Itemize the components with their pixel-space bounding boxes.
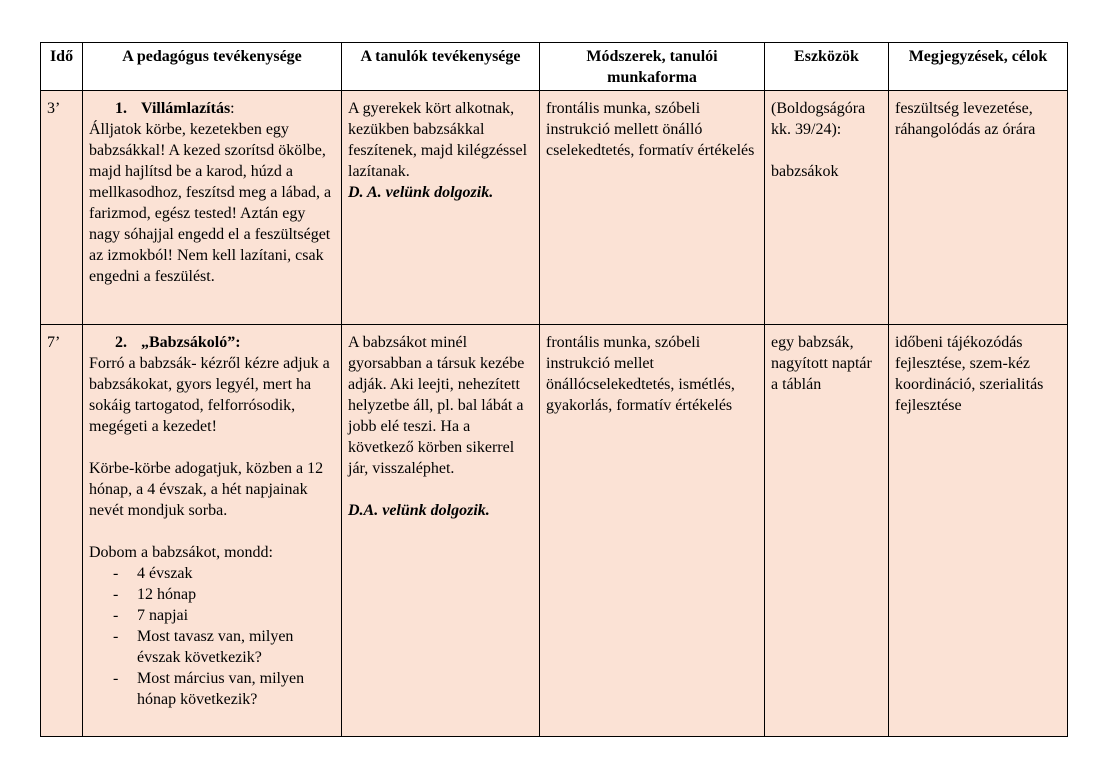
header-teacher: A pedagógus tevékenysége	[83, 43, 342, 91]
row1-students-note: D. A. velünk dolgozik.	[348, 184, 494, 201]
row2-students-text: A babzsákot minél gyorsabban a társuk kezébe adják. Aki leejti, nehezített helyzetbe áll, pl. bal lábát a jobb elé teszi. Ha a következő körben sikerrel jár, visszaléphet.	[348, 334, 525, 477]
header-notes: Megjegyzések, célok	[889, 43, 1068, 91]
row2-notes: időbeni tájékozódás fejlesztése, szem-kéz koordináció, szerialitás fejlesztése	[889, 325, 1068, 737]
row1-time: 3’	[41, 91, 83, 325]
row1-tools-item: babzsákok	[771, 163, 839, 180]
table-row	[41, 91, 1068, 325]
row1-students	[342, 91, 540, 325]
row1-methods: frontális munka, szóbeli instrukció mellett önálló cselekedtetés, formatív értékelés	[540, 91, 765, 325]
row1-title-colon: :	[230, 100, 235, 117]
row1-title: Villámlazítás	[141, 100, 231, 117]
row2-number: 2.	[115, 334, 127, 351]
row1-tools	[765, 91, 889, 325]
row2-methods: frontális munka, szóbeli instrukció mellet önállócselekedtetés, ismétlés, gyakorlás, formatív értékelés	[540, 325, 765, 737]
header-methods: Módszerek, tanulói munkaforma	[540, 43, 765, 91]
list-item: - 4 évszak	[89, 563, 335, 584]
row2-activity-title	[89, 332, 335, 353]
list-item: - Most tavasz van, milyen évszak következik?	[89, 626, 335, 668]
row2-teacher-p2: Körbe-körbe adogatjuk, közben a 12 hónap, a 4 évszak, a hét napjainak nevét mondjuk sorba.	[89, 460, 324, 519]
row1-teacher	[83, 91, 342, 325]
row2-students	[342, 325, 540, 737]
row2-students-note: D.A. velünk dolgozik.	[348, 502, 490, 519]
header-tools: Eszközök	[765, 43, 889, 91]
table-row	[41, 325, 1068, 737]
row1-teacher-text: Álljatok körbe, kezetekben egy babzsákkal! A kezed szorítsd ökölbe, majd hajlítsd be a karod, húzd a mellkasodhoz, feszítsd meg a lábad, a farizmod, egész tested! Aztán egy nagy sóhajjal engedd el a feszültséget az izmokból! Nem kell lazítani, csak engedni a feszülést.	[89, 121, 332, 285]
list-item: - 12 hónap	[89, 584, 335, 605]
row1-students-text: A gyerekek kört alkotnak, kezükben babzsákkal feszítenek, majd kilégzéssel lazítanak.	[348, 100, 528, 180]
row2-teacher-p3: Dobom a babzsákot, mondd:	[89, 544, 273, 561]
row1-activity-title	[89, 98, 335, 119]
row1-tools-ref: (Boldogságóra kk. 39/24):	[771, 100, 866, 138]
row2-title-colon: :	[235, 334, 241, 351]
header-row	[41, 43, 1068, 91]
list-item: - Most március van, milyen hónap következik?	[89, 668, 335, 710]
row1-notes: feszültség levezetése, ráhangolódás az órára	[889, 91, 1068, 325]
header-time: Idő	[41, 43, 83, 91]
lesson-plan-table	[40, 42, 1068, 737]
list-item: - 7 napjai	[89, 605, 335, 626]
row2-teacher	[83, 325, 342, 737]
row2-time: 7’	[41, 325, 83, 737]
row2-teacher-p1: Forró a babzsák- kézről kézre adjuk a babzsákokat, gyors legyél, mert ha sokáig tartogatod, felforrósodik, megégeti a kezedet!	[89, 355, 330, 435]
row1-number: 1.	[115, 100, 127, 117]
row2-title: „Babzsákoló”	[141, 334, 236, 351]
row2-tools: egy babzsák, nagyított naptár a táblán	[765, 325, 889, 737]
header-students: A tanulók tevékenysége	[342, 43, 540, 91]
row2-question-list	[89, 563, 335, 710]
